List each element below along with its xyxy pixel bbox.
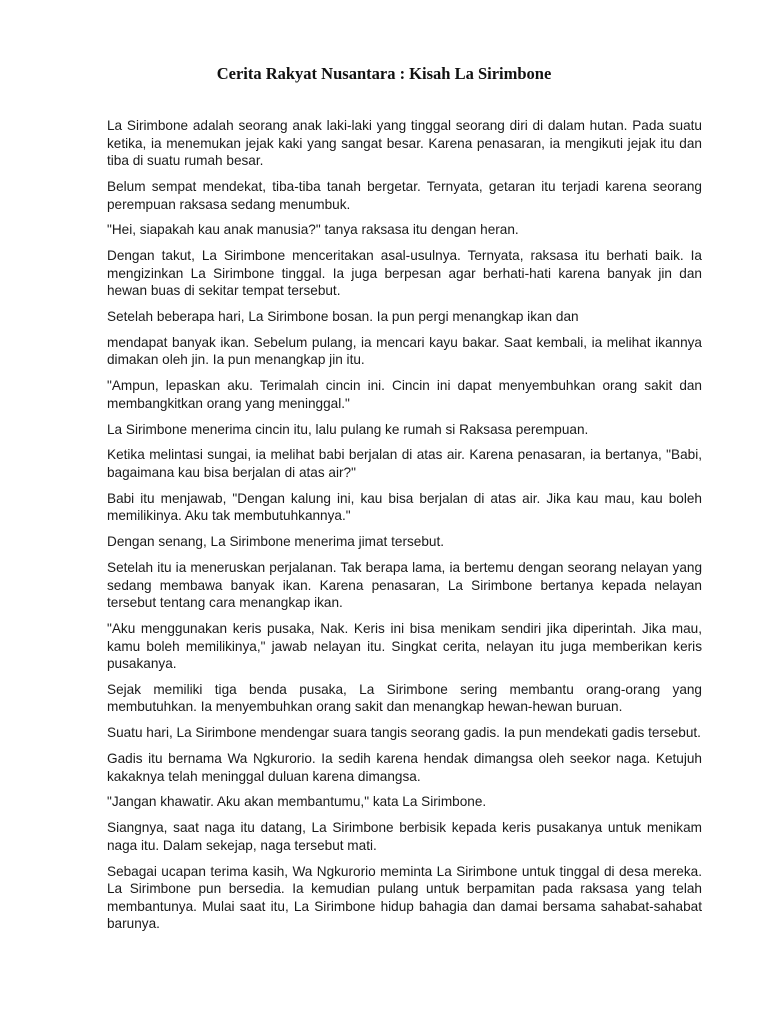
paragraph: Sebagai ucapan terima kasih, Wa Ngkurorio meminta La Sirimbone untuk tinggal di desa mereka. La Sirimbone pun bersedia. Ia kemudian pulang untuk berpamitan pada raksasa yang telah membantunya. Mulai saat itu, La Sirimbone hidup bahagia dan damai bersama sahabat-sahabat barunya.	[107, 863, 702, 932]
paragraph: La Sirimbone menerima cincin itu, lalu pulang ke rumah si Raksasa perempuan.	[107, 421, 589, 437]
paragraph: Suatu hari, La Sirimbone mendengar suara tangis seorang gadis. Ia pun mendekati gadis tersebut.	[107, 725, 701, 741]
paragraph: "Aku menggunakan keris pusaka, Nak. Keris ini bisa menikam sendiri jika diperintah. Jika mau, kamu boleh memilikinya," jawab nelayan itu. Singkat cerita, nelayan itu juga memberikan keris pusakanya.	[107, 620, 702, 672]
paragraph: Sejak memiliki tiga benda pusaka, La Sirimbone sering membantu orang-orang yang membutuhkan. Ia menyembuhkan orang sakit dan menangkap hewan-hewan buruan.	[107, 681, 702, 715]
paragraph: Setelah itu ia meneruskan perjalanan. Tak berapa lama, ia bertemu dengan seorang nelayan yang sedang membawa banyak ikan. Karena penasaran, La Sirimbone bertanya kepada nelayan tersebut tentang cara menangkap ikan.	[107, 559, 702, 611]
paragraph: Dengan takut, La Sirimbone menceritakan asal-usulnya. Ternyata, raksasa itu berhati baik. Ia mengizinkan La Sirimbone tinggal. Ia juga berpesan agar berhati-hati karena banyak jin dan hewan buas di sekitar tempat tersebut.	[107, 248, 702, 299]
paragraph: Dengan senang, La Sirimbone menerima jimat tersebut.	[107, 534, 445, 550]
paragraph: Siangnya, saat naga itu datang, La Sirimbone berbisik kepada keris pusakanya untuk menikam naga itu. Dalam sekejap, naga tersebut mati.	[107, 820, 702, 853]
paragraph: "Hei, siapakah kau anak manusia?" tanya raksasa itu dengan heran.	[107, 222, 519, 238]
paragraph: Babi itu menjawab, "Dengan kalung ini, kau bisa berjalan di atas air. Jika kau mau, kau boleh memilikinya. Aku tak membutuhkannya."	[107, 490, 702, 524]
paragraph: "Jangan khawatir. Aku akan membantumu," kata La Sirimbone.	[107, 794, 487, 810]
paragraph: Gadis itu bernama Wa Ngkurorio. Ia sedih karena hendak dimangsa oleh seekor naga. Ketujuh kakaknya telah meninggal duluan karena dimangsa.	[107, 751, 702, 784]
paragraph: Belum sempat mendekat, tiba-tiba tanah bergetar. Ternyata, getaran itu terjadi karena seorang perempuan raksasa sedang menumbuk.	[107, 178, 702, 212]
document-title: Cerita Rakyat Nusantara : Kisah La Sirimbone	[216, 64, 552, 83]
document-body	[107, 117, 702, 941]
paragraph: "Ampun, lepaskan aku. Terimalah cincin ini. Cincin ini dapat menyembuhkan orang sakit dan membangkitkan orang yang meninggal."	[107, 378, 702, 411]
paragraph: mendapat banyak ikan. Sebelum pulang, ia mencari kayu bakar. Saat kembali, ia melihat ikannya dimakan oleh jin. Ia pun menangkap jin itu.	[107, 334, 702, 368]
paragraph: Ketika melintasi sungai, ia melihat babi berjalan di atas air. Karena penasaran, ia bertanya, "Babi, bagaimana kau bisa berjalan di atas air?"	[107, 447, 702, 480]
paragraph: Setelah beberapa hari, La Sirimbone bosan. Ia pun pergi menangkap ikan dan	[107, 309, 579, 325]
paragraph: La Sirimbone adalah seorang anak laki-laki yang tinggal seorang diri di dalam hutan. Pada suatu ketika, ia menemukan jejak kaki yang sangat besar. Karena penasaran, ia mengikuti jejak itu dan tiba di suatu rumah besar.	[107, 118, 702, 169]
